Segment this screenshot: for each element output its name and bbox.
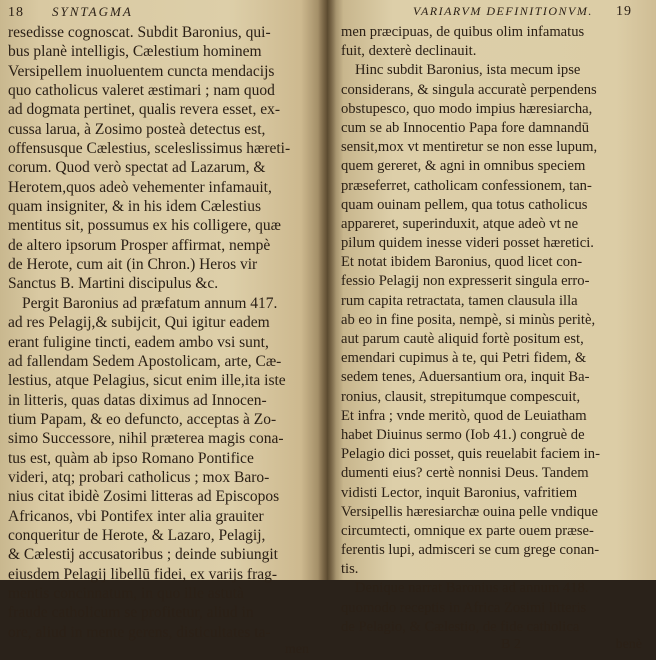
right-catchword: benè [615,637,642,652]
text-line: obstupesco, quo modo impius hæresiarcha, [341,100,593,117]
text-line: eiusdem Pelagij libellū fidei, ex varijs frag- [8,565,278,583]
text-line: resedisse cognoscat. Subdit Baronius, qui- [8,24,271,41]
text-line: cum se ab Innocentio Papa fore damnandū [341,119,590,136]
text-line: quem gereret, & agni in omnibus speciem [341,158,586,175]
left-page-number: 18 [8,5,24,20]
text-line: lestius, atque Pelagius, sicut enim ille,ita iste [8,372,286,390]
text-line: Herotem,quos adeò vehementer infamauit, [8,178,272,196]
text-line: ad res Pelagij,& subijcit, Qui igitur eadem [8,314,270,332]
right-page-number: 19 [616,4,632,19]
right-page-text [341,23,650,637]
text-line: ore, aliud in mente gerens, disticultates ta- [8,623,271,641]
text-line: Pelagio dici posset, quis reuelabit faciem in- [341,446,600,463]
text-line: Denique narrat Baronius ad annum 418. [355,580,589,597]
left-page-text [8,23,323,642]
text-line: fraude catholicum se profitetur, aliud in [8,604,254,622]
text-line: Sanctus B. Martini discipulus &c. [8,275,219,293]
text-line: de altero ipsorum Prosper affirmat, nempè [8,236,271,254]
text-line: videri, atq; probari catholicus ; mox Baro- [8,468,270,486]
left-page [0,0,327,657]
text-line: de Herote, cum ait (in Chron.) Heros vir [8,256,258,274]
text-line: considerans, & singula accuratè perpendens [341,81,597,98]
text-line: offensusque Cælestius, sceleslissimus hæreti- [8,140,291,158]
text-line: aut parum cautè aliquid fortè positum est, [341,331,584,347]
text-line: sensit,mox vt mentiretur se non esse lupum, [341,139,598,156]
text-line: mentitus sit, possumus ex his colligere, quæ [8,217,281,235]
text-line: men præcipuas, de quibus olim infamatus [341,24,585,40]
right-page [327,0,656,652]
text-line: bus planè intelligis, Cælestium hominem [8,43,262,61]
text-line: simo Successore, nihil præterea magis cona- [8,430,284,448]
text-line: Versipellis hæresiarchæ ouina pelle vndique [341,503,598,520]
text-line: quam ouinam pellem, qua totus catholicus [341,196,588,213]
text-line: tis. [341,561,359,578]
text-line: & Cælestij accusatoribus ; deinde subiungit [8,546,278,564]
right-page-footer [341,637,650,655]
text-line: ronius, clausit, strepitumque compescuit, [341,388,581,405]
text-line: quo catholicus valeret æstimari ; nam quod [8,82,275,100]
text-line: sedem tenes, Aduersantium ora, inquit Ba- [341,369,590,386]
text-line: cussa larua, à Zosimo posteà detectus est, [8,120,266,138]
text-line: ferentis lupi, admisceri se cum grege conan- [341,542,600,559]
text-line: ab eo in fine posita, nempè, si minùs peritè, [341,311,596,328]
text-line: mentis concinnatum, in quo ille astutà [8,584,244,602]
text-line: vidisti Lector, inquit Baronius, vafritiem [341,484,578,501]
text-line: tium Papam, & eo defuncto, acceptas à Zo- [8,410,277,428]
text-line: ad fallendam Sedem Apostolicam, arte, Cæ- [8,352,282,370]
text-line: tus est, quàm ab ipso Romano Pontifice [8,449,254,467]
text-line: quomodo receptis in Africa Zosimi litteris [341,599,587,616]
text-line: rum capita retractata, tamen clausula illa [341,292,578,309]
left-catchword: men [284,642,309,657]
text-line: habet Diuinus sermo (Iob 41.) congruè de [341,426,585,443]
left-page-footer [8,642,323,660]
text-line: circumtecti, omnique ex parte ouem præse- [341,522,594,539]
text-line: ad dogmata pertinet, qualis revera esset, ex- [8,101,280,119]
text-line: Versipellem inuoluentem cuncta mendacijs [8,62,275,80]
right-page-header [341,4,650,20]
text-line: Et notat ibidem Baronius, quod licet con- [341,254,583,271]
text-line: pilum quidem inesse videri posset hæretici. [341,235,594,252]
right-signature-mark: B 2 [501,637,521,652]
text-line: emendari cupimus à te, qui Petri fidem, & [341,350,587,367]
text-line: corum. Quod verò spectat ad Lazarum, & [8,159,266,177]
text-line: nius citat ibidè Zosimi litteras ad Episcopos [8,488,280,506]
left-page-header [8,4,323,20]
text-line: Pergit Baronius ad præfatum annum 417. [22,294,278,312]
text-line: Hinc subdit Baronius, ista mecum ipse [355,62,581,79]
right-running-head: VARIARVM DEFINITIONVM. [413,4,593,18]
text-line: conqueritur de Herote, & Lazaro, Pelagij, [8,526,266,544]
text-line: erant fuligine tincti, eadem ambo vsi sunt, [8,333,269,351]
text-line: præseferret, catholicam confessionem, tan- [341,177,592,194]
text-line: de Pelagio, & Cælestio, de fide catholica [341,618,580,635]
text-line: in litteris, quas datas diximus ad Innocen- [8,391,267,409]
left-running-head: SYNTAGMA [52,4,133,19]
text-line: Africanos, vbi Pontifex inter alia grauiter [8,507,264,525]
text-line: fessio Pelagij non expresserit singula erro- [341,273,590,290]
text-line: quam insigniter, & in his idem Cælestius [8,198,261,216]
text-line: fuit, dexterè declinauit. [341,43,477,60]
text-line: appareret, superinduxit, atque adeò vt ne [341,215,579,232]
text-line: Et infra ; vnde meritò, quod de Leuiatham [341,407,587,424]
text-line: dumenti eius? certè nonnisi Deus. Tandem [341,465,589,482]
